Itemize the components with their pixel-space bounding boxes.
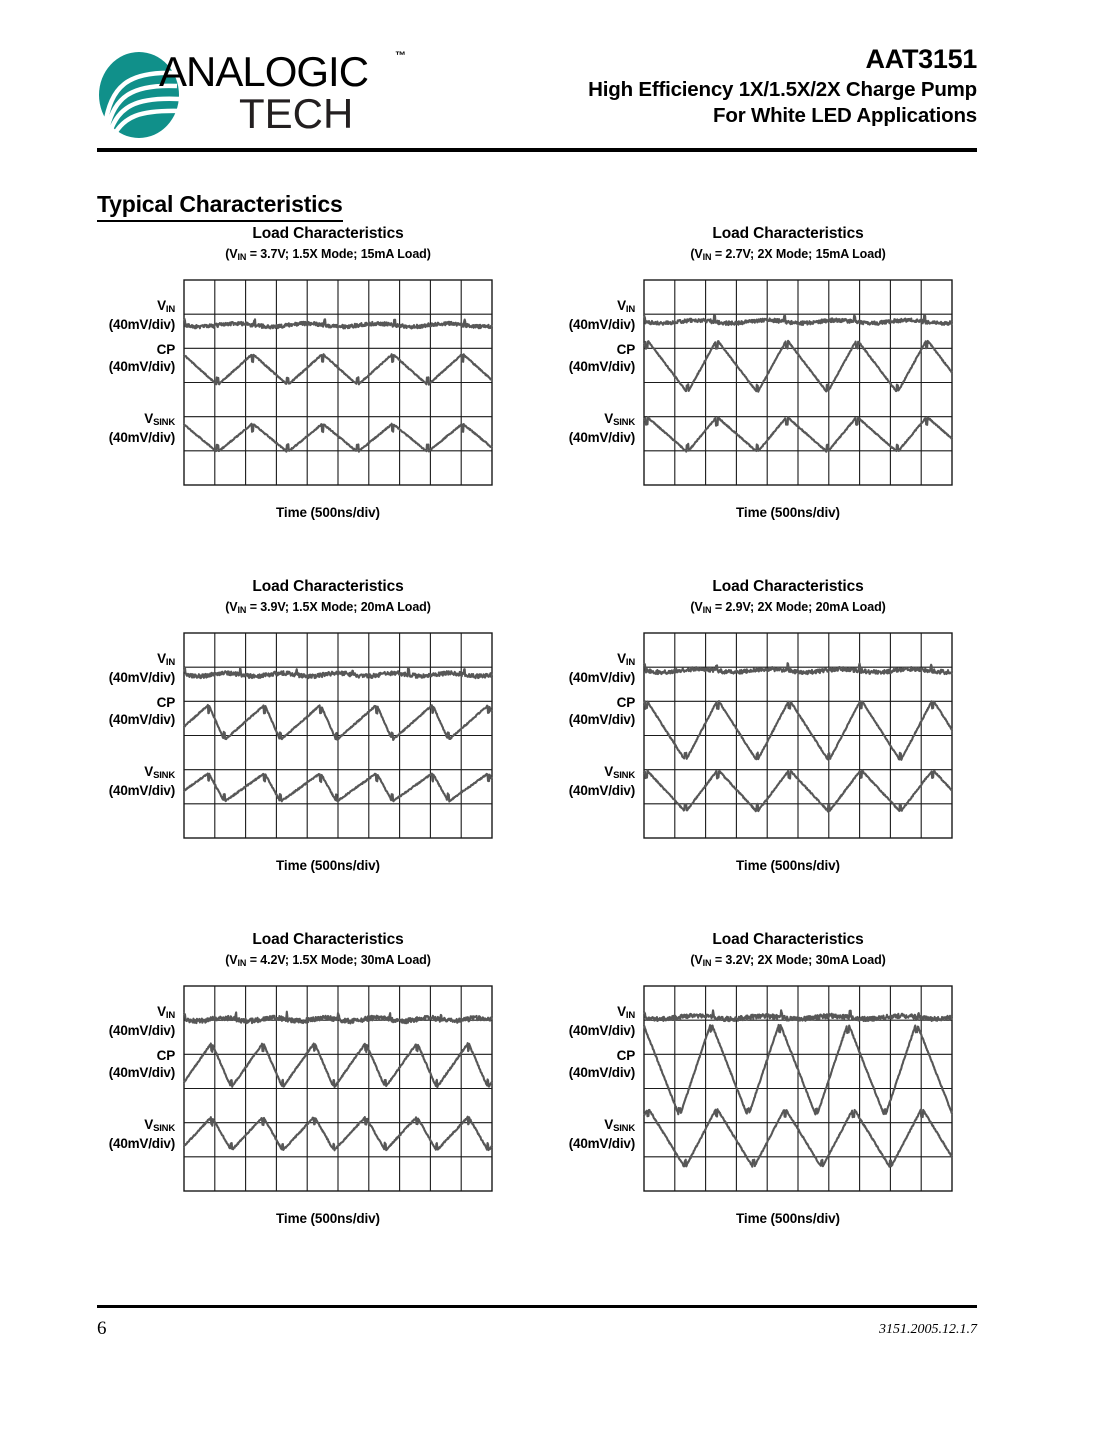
channel-label-vsink — [109, 1116, 175, 1152]
chart-title: Load Characteristics — [712, 225, 864, 242]
vin-units-text: (40mV/div) — [108, 1023, 175, 1038]
chart-conditions: ($V_{IN} = 3.2V$; 2X Mode; 30mA Load) — [690, 953, 886, 968]
header-divider — [97, 148, 977, 152]
chart-title: Load Characteristics — [252, 578, 404, 595]
channel-label-vin — [109, 297, 175, 333]
time-axis-label: Time (500ns/div) — [736, 1211, 840, 1226]
vsink-label-text: $V_{SINK}$ — [604, 411, 635, 428]
page-number: 6 — [97, 1318, 107, 1339]
logo-line-tech: TECH — [239, 90, 354, 137]
logo-trademark-symbol: ™ — [395, 50, 406, 62]
scope-area — [535, 279, 1005, 487]
chart-4 — [535, 578, 1005, 873]
vin-units-text: (40mV/div) — [108, 670, 175, 685]
logo-line-analogic: ANALOGIC — [159, 48, 369, 95]
channel-label-cp — [109, 1047, 175, 1081]
scope-channel-labels — [535, 279, 635, 487]
plot-gridlines — [184, 280, 492, 485]
product-subtitle-line-1: High Efficiency 1X/1.5X/2X Charge Pump — [588, 77, 977, 101]
scope-channel-labels — [535, 985, 635, 1193]
cp-label-text: CP — [616, 695, 635, 710]
channel-label-vin — [109, 1003, 175, 1039]
oscilloscope-plot — [183, 632, 493, 839]
vsink-label-text: $V_{SINK}$ — [604, 764, 635, 781]
chart-conditions: ($V_{IN} = 3.9V$; 1.5X Mode; 20mA Load) — [225, 600, 431, 615]
chart-title: Load Characteristics — [252, 931, 404, 948]
scope-area — [535, 632, 1005, 840]
cp-label-text: CP — [156, 695, 175, 710]
vsink-units-text: (40mV/div) — [568, 783, 635, 798]
cp-units-text: (40mV/div) — [568, 359, 635, 374]
vin-units-text: (40mV/div) — [108, 317, 175, 332]
chart-title: Load Characteristics — [252, 225, 404, 242]
scope-area — [75, 985, 545, 1193]
scope-area — [535, 985, 1005, 1193]
vin-units-text: (40mV/div) — [568, 317, 635, 332]
company-logo — [97, 48, 417, 148]
vsink-label-text: $V_{SINK}$ — [144, 764, 175, 781]
cp-label-text: CP — [156, 342, 175, 357]
vin-label-text: $V_{IN}$ — [617, 298, 635, 315]
vin-label-text: $V_{IN}$ — [157, 651, 175, 668]
cp-units-text: (40mV/div) — [568, 1065, 635, 1080]
cp-units-text: (40mV/div) — [568, 712, 635, 727]
scope-area — [75, 279, 545, 487]
oscilloscope-plot — [643, 279, 953, 486]
oscilloscope-plot — [183, 985, 493, 1192]
channel-label-vsink — [569, 1116, 635, 1152]
vsink-units-text: (40mV/div) — [108, 783, 175, 798]
chart-title: Load Characteristics — [712, 578, 864, 595]
oscilloscope-plot — [183, 279, 493, 486]
vsink-label-text: $V_{SINK}$ — [144, 1117, 175, 1134]
channel-label-vin — [109, 650, 175, 686]
channel-label-cp — [109, 341, 175, 375]
page-header — [97, 42, 977, 147]
chart-conditions: ($V_{IN} = 2.7V$; 2X Mode; 15mA Load) — [690, 247, 886, 262]
chart-conditions: ($V_{IN} = 3.7V$; 1.5X Mode; 15mA Load) — [225, 247, 431, 262]
chart-title: Load Characteristics — [712, 931, 864, 948]
time-axis-label: Time (500ns/div) — [736, 505, 840, 520]
vsink-label-text: $V_{SINK}$ — [604, 1117, 635, 1134]
document-code: 3151.2005.12.1.7 — [879, 1322, 977, 1337]
time-axis-label: Time (500ns/div) — [276, 858, 380, 873]
cp-units-text: (40mV/div) — [108, 1065, 175, 1080]
chart-2 — [535, 225, 1005, 520]
channel-label-vin — [569, 297, 635, 333]
channel-label-vin — [569, 650, 635, 686]
vsink-units-text: (40mV/div) — [108, 1136, 175, 1151]
scope-channel-labels — [535, 632, 635, 840]
channel-label-vsink — [109, 763, 175, 799]
product-subtitle-line-2: For White LED Applications — [713, 103, 977, 127]
oscilloscope-plot — [643, 632, 953, 839]
header-title-block — [588, 42, 977, 129]
scope-area — [75, 632, 545, 840]
page-title: Typical Characteristics — [97, 191, 343, 222]
oscilloscope-plot — [643, 985, 953, 1192]
vin-label-text: $V_{IN}$ — [617, 651, 635, 668]
time-axis-label: Time (500ns/div) — [276, 505, 380, 520]
vin-label-text: $V_{IN}$ — [617, 1004, 635, 1021]
vsink-units-text: (40mV/div) — [568, 430, 635, 445]
logo-wordmark — [159, 50, 409, 146]
chart-3 — [75, 578, 545, 873]
cp-units-text: (40mV/div) — [108, 359, 175, 374]
cp-label-text: CP — [616, 342, 635, 357]
vin-units-text: (40mV/div) — [568, 670, 635, 685]
vsink-units-text: (40mV/div) — [108, 430, 175, 445]
channel-label-cp — [569, 694, 635, 728]
footer-divider — [97, 1305, 977, 1308]
cp-label-text: CP — [156, 1048, 175, 1063]
channel-label-cp — [109, 694, 175, 728]
channel-label-cp — [569, 341, 635, 375]
vin-label-text: $V_{IN}$ — [157, 1004, 175, 1021]
page-footer — [97, 1318, 977, 1348]
scope-channel-labels — [75, 632, 175, 840]
part-number: AAT3151 — [865, 44, 977, 74]
vin-label-text: $V_{IN}$ — [157, 298, 175, 315]
channel-label-cp — [569, 1047, 635, 1081]
chart-6 — [535, 931, 1005, 1226]
time-axis-label: Time (500ns/div) — [276, 1211, 380, 1226]
charts-grid — [0, 225, 1105, 1284]
channel-label-vsink — [109, 410, 175, 446]
time-axis-label: Time (500ns/div) — [736, 858, 840, 873]
channel-label-vin — [569, 1003, 635, 1039]
chart-row — [0, 931, 1105, 1284]
chart-row — [0, 225, 1105, 578]
channel-label-vsink — [569, 763, 635, 799]
vsink-units-text: (40mV/div) — [568, 1136, 635, 1151]
channel-label-vsink — [569, 410, 635, 446]
scope-channel-labels — [75, 985, 175, 1193]
plot-gridlines — [644, 280, 952, 485]
chart-conditions: ($V_{IN} = 4.2V$; 1.5X Mode; 30mA Load) — [225, 953, 431, 968]
chart-row — [0, 578, 1105, 931]
vsink-label-text: $V_{SINK}$ — [144, 411, 175, 428]
chart-5 — [75, 931, 545, 1226]
chart-conditions: ($V_{IN} = 2.9V$; 2X Mode; 20mA Load) — [690, 600, 886, 615]
cp-label-text: CP — [616, 1048, 635, 1063]
vin-units-text: (40mV/div) — [568, 1023, 635, 1038]
scope-channel-labels — [75, 279, 175, 487]
chart-1 — [75, 225, 545, 520]
cp-units-text: (40mV/div) — [108, 712, 175, 727]
